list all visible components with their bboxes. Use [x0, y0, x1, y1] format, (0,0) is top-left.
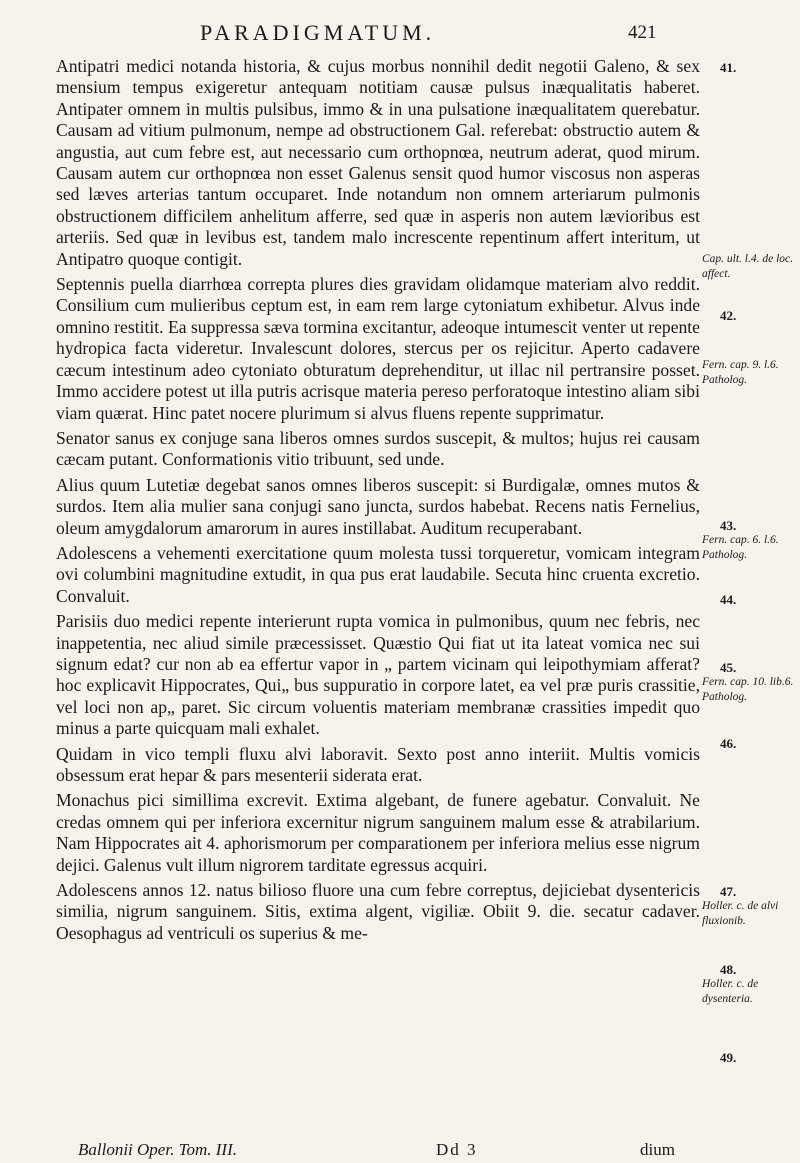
main-text — [56, 56, 700, 948]
paragraph-senator: Senator sanus ex conjuge sana liberos omnes surdos suscepit, & multos; hujus rei causam cæcam putant. Conformationis vitio tribuunt, sed unde. — [56, 427, 700, 470]
margin-note-reference: Fern. cap. 9. l.6. Patholog. — [702, 359, 779, 386]
margin-note-number: 41. — [720, 60, 737, 75]
margin-note-reference: Cap. ult. l.4. de loc. affect. — [702, 253, 794, 280]
margin-note-number: 46. — [720, 736, 737, 751]
margin-note-reference: Holler. c. de alvi fluxionib. — [702, 900, 779, 927]
margin-note — [702, 308, 798, 323]
margin-note — [702, 660, 798, 705]
paragraph-puella: Septennis puella diarrhœa correpta plures dies gravidam olidamque materiam alvo reddit. Consilium cum mulieribus ceptum est, in eam rem large cytoniatum exhibetur. Alvus inde omnino restitit. Ea suppressa sæva tormina excitantur, adeoque intumescit venter ut repente hydropica facta videretur. Invalescunt dolores, stercus per os rejicitur. Aperto cadavere cæcum intestinum adeo cytoniato obturatum deprehenditur, ut illac nil pertransire posset. Immo accidere potest ut illa putris acrisque materia pereso perforatoque intestino aliam sibi viam quærat. Hinc patet nocere plurimum si alvus fluens repente supprimatur. — [56, 274, 700, 423]
running-title: PARADIGMATUM. — [200, 20, 436, 45]
margin-note-reference: Holler. c. de dysenteria. — [702, 978, 759, 1005]
paragraph-parisiis: Parisiis duo medici repente interierunt rupta vomica in pulmonibus, quum nec febris, nec inappetentia, nec aliud simile præcessisset. Quæstio Qui fiat ut ita lateat vomica nec sui signum edat? cur non ab ea effertur vapor in „ partem vicinam qui leipothymiam afferat? hoc explicavit Hippocrates, Qui„ bus suppuratio in corpore latet, ea vel præ puris crassitie, vel loci non ap„ paret. Sic circum voluentis materiam membranæ crassities impedit quo minus a parte quicquam mali exhalet. — [56, 611, 700, 739]
margin-note — [702, 1050, 798, 1065]
margin-note — [702, 358, 798, 388]
margin-note-number: 43. — [720, 518, 737, 533]
margin-note — [702, 252, 798, 282]
margin-note-number: 42. — [720, 308, 737, 323]
margin-note-number: 49. — [720, 1050, 737, 1065]
page-header — [0, 18, 800, 48]
page-number: 421 — [628, 22, 657, 43]
paragraph-antipater: Antipatri medici notanda historia, & cujus morbus nonnihil dedit negotii Galeno, & sex mensium tempus exigeretur antequam notitiam causæ pulsus inæqualitatis haberet. Antipater omnem in multis pulsibus, immo & in una pulsatione inæqualitatem querebatur. Causam ad vitium pulmonum, nempe ad obstructionem Gal. referebat: obstructio autem & angustia, aut cum febre est, aut necessario cum orthopnœa, neutrum aderat, quod mirum. Causam autem cur orthopnœa non esset Galenus sensit quod humor viscosus non asperas sed læves arterias tantum occuparet. Inde notandum non omnem arteriarum pulmonis obstructionem difficilem anhelitum afferre, sed quæ in asperis non autem lævioribus est arteriis. Sed quæ in levibus est, tandem malo increscente repentinum affert interitum, ut Antipatro quoque contigit. — [56, 56, 700, 269]
signature-mark: Dd 3 — [436, 1140, 478, 1159]
paragraph-lutetia: Alius quum Lutetiæ degebat sanos omnes liberos suscepit: si Burdigalæ, omnes mutos & surdos. Item alia mulier sana conjugi sano juncta, surdos habebat. Recens natis Fernelius, oleum amygdalorum amarorum in aures instillabat. Auditum recuperabant. — [56, 474, 700, 538]
margin-note-number: 47. — [720, 884, 737, 899]
margin-note — [702, 518, 798, 563]
margin-note-number: 48. — [720, 962, 737, 977]
paragraph-adolescens-dysenteria: Adolescens annos 12. natus bilioso fluore una cum febre correptus, dejiciebat dysentericis similia, nigrum sanguinem. Sitis, extima algent, vigiliæ. Obiit 9. die. secatur cadaver. Oesophagus ad ventriculi os superius & me- — [56, 880, 700, 943]
margin-note-number: 45. — [720, 660, 737, 675]
margin-note-reference: Fern. cap. 10. lib.6. Patholog. — [702, 676, 794, 703]
margin-note-reference: Fern. cap. 6. l.6. Patholog. — [702, 534, 779, 561]
margin-note — [702, 60, 798, 75]
paragraph-vico-templi: Quidam in vico templi fluxu alvi laboravit. Sexto post anno interiit. Multis vomicis obsessum erat hepar & pars mesenterii siderata erat. — [56, 743, 700, 785]
margin-note — [702, 884, 798, 929]
footer-signature: Ballonii Oper. Tom. III. — [78, 1140, 237, 1159]
margin-note — [702, 592, 798, 607]
paragraph-adolescens-vomica: Adolescens a vehementi exercitatione quum molesta tussi torqueretur, vomicam integram ovi columbini magnitudine extudit, in qua pus erat laudabile. Secuta hinc cruenta excretio. Convaluit. — [56, 542, 700, 606]
page-footer — [56, 1140, 756, 1162]
margin-note-number: 44. — [720, 592, 737, 607]
margin-note — [702, 736, 798, 751]
margin-note — [702, 962, 798, 1007]
catchword: dium — [640, 1140, 675, 1159]
paragraph-monachus: Monachus pici simillima excrevit. Extima algebant, de funere agebatur. Convaluit. Ne credas omnem qui per inferiora excernitur nigrum sanguinem malum esse & atrabilarium. Nam Hippocrates ait 4. aphorismorum per comparationem per inferiora melius esse nigrum dejici. Galenus vult illum nigrorem tarditate egressus acquiri. — [56, 790, 700, 875]
